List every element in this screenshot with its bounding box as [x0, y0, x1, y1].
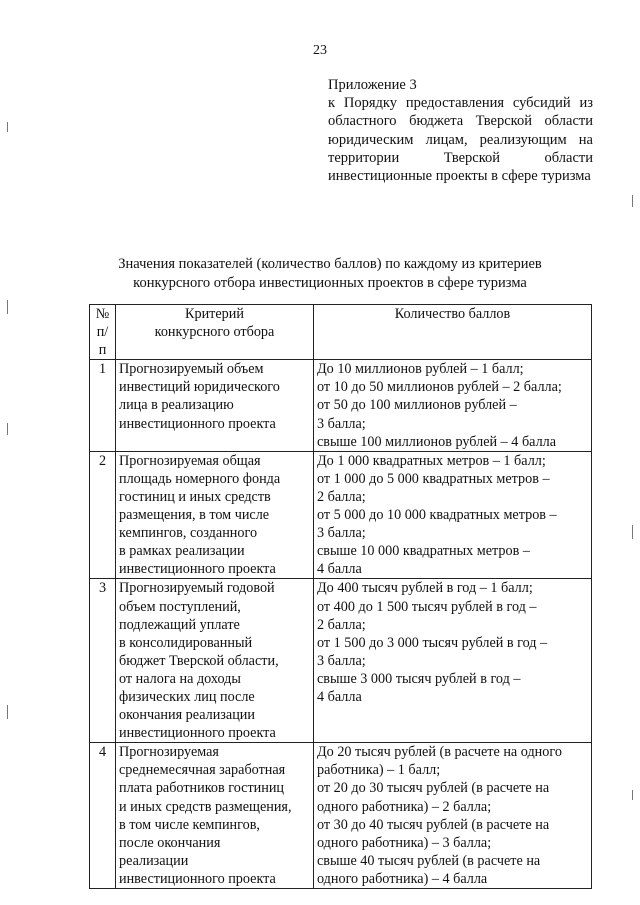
scan-margin-mark: [7, 423, 8, 435]
appendix-body: к Порядку предоставления субсидий из областного бюджета Тверской области юридическим лицам, реализующим на территории Тверской области инвестиционные проекты в сфере туризма: [328, 95, 593, 185]
header-num: [90, 305, 116, 360]
header-score: Количество баллов: [314, 305, 592, 360]
score-line: До 400 тысяч рублей в год – 1 балл;: [317, 580, 533, 597]
criterion-line: гостиниц и иных средств: [119, 488, 271, 505]
score-cell: [314, 360, 592, 451]
criterion-line: инвестиционного проекта: [119, 725, 276, 742]
score-line: свыше 3 000 тысяч рублей в год –: [317, 670, 521, 687]
row-number: 3: [90, 579, 116, 743]
score-cell: [314, 579, 592, 743]
score-line: от 5 000 до 10 000 квадратных метров –: [317, 507, 557, 524]
criterion-line: инвестиционного проекта: [119, 415, 276, 432]
score-line: До 10 миллионов рублей – 1 балл;: [317, 361, 524, 378]
score-cell: [314, 743, 592, 889]
table-row: [90, 579, 592, 743]
criterion-cell: [116, 360, 314, 451]
score-line: До 1 000 квадратных метров – 1 балл;: [317, 452, 546, 469]
score-line: 2 балла;: [317, 488, 366, 505]
score-line: 3 балла;: [317, 415, 366, 432]
criterion-cell: [116, 743, 314, 889]
criterion-line: бюджет Тверской области,: [119, 652, 279, 669]
criterion-cell: [116, 579, 314, 743]
scan-margin-mark: [7, 122, 8, 132]
table-row: [90, 360, 592, 451]
appendix-title: Приложение 3: [328, 77, 417, 93]
criterion-cell: [116, 451, 314, 579]
score-line: одного работника) – 3 балла;: [317, 834, 492, 851]
row-number: 2: [90, 451, 116, 579]
header-num-line: п/п: [96, 324, 109, 359]
criterion-line: инвестиционного проекта: [119, 870, 276, 887]
criterion-line: среднемесячная заработная: [119, 762, 286, 779]
criterion-line: в том числе кемпингов,: [119, 816, 260, 833]
score-line: от 1 500 до 3 000 тысяч рублей в год –: [317, 634, 548, 651]
criterion-line: объем поступлений,: [119, 598, 241, 615]
table-row: [90, 743, 592, 889]
criterion-line: в рамках реализации: [119, 543, 245, 560]
criterion-line: физических лиц после: [119, 688, 255, 705]
score-line: 3 балла;: [317, 525, 366, 542]
score-line: До 20 тысяч рублей (в расчете на одного: [317, 744, 562, 761]
document-title: [95, 255, 565, 293]
criterion-line: лица в реализацию: [119, 397, 234, 414]
row-number: 4: [90, 743, 116, 889]
scan-margin-mark: [632, 525, 633, 539]
header-criterion-line: Критерий: [185, 306, 244, 322]
score-line: 2 балла;: [317, 616, 366, 633]
criterion-line: реализации: [119, 852, 189, 869]
criterion-line: подлежащий уплате: [119, 616, 240, 633]
score-line: от 20 до 30 тысяч рублей (в расчете на: [317, 780, 550, 797]
criterion-line: от налога на доходы: [119, 670, 241, 687]
scan-margin-mark: [7, 705, 8, 719]
table-row: [90, 451, 592, 579]
criterion-line: Прогнозируемая общая: [119, 452, 261, 469]
score-line: свыше 100 миллионов рублей – 4 балла: [317, 433, 557, 450]
scan-margin-mark: [7, 300, 8, 314]
criterion-line: плата работников гостиниц: [119, 780, 285, 797]
score-line: свыше 10 000 квадратных метров –: [317, 543, 530, 560]
page-number: 23: [313, 43, 327, 58]
criteria-table: [89, 304, 592, 889]
header-criterion: [116, 305, 314, 360]
score-line: одного работника) – 2 балла;: [317, 798, 492, 815]
score-line: одного работника) – 4 балла: [317, 870, 488, 887]
criterion-line: окончания реализации: [119, 707, 255, 724]
header-num-line: №: [95, 306, 110, 322]
score-line: 4 балла: [317, 561, 362, 578]
document-title-line: Значения показателей (количество баллов) по каждому из критериев: [118, 256, 542, 272]
criterion-line: размещения, в том числе: [119, 507, 270, 524]
criterion-line: после окончания: [119, 834, 221, 851]
score-cell: [314, 451, 592, 579]
row-number: 1: [90, 360, 116, 451]
score-line: от 400 до 1 500 тысяч рублей в год –: [317, 598, 537, 615]
score-line: 4 балла: [317, 688, 362, 705]
scan-margin-mark: [632, 195, 633, 207]
criterion-line: инвестиционного проекта: [119, 561, 276, 578]
score-line: 3 балла;: [317, 652, 366, 669]
criterion-line: инвестиций юридического: [119, 379, 280, 396]
header-criterion-line: конкурсного отбора: [154, 324, 275, 341]
criterion-line: Прогнозируемый годовой: [119, 580, 275, 597]
score-line: свыше 40 тысяч рублей (в расчете на: [317, 852, 541, 869]
criterion-line: кемпингов, созданного: [119, 525, 258, 542]
score-line: от 50 до 100 миллионов рублей –: [317, 397, 517, 414]
appendix-note: [328, 76, 593, 185]
criterion-line: Прогнозируемый объем: [119, 361, 264, 378]
criterion-line: и иных средств размещения,: [119, 798, 292, 815]
document-title-line: конкурсного отбора инвестиционных проектов в сфере туризма: [133, 275, 527, 291]
score-line: от 10 до 50 миллионов рублей – 2 балла;: [317, 379, 562, 396]
score-line: от 30 до 40 тысяч рублей (в расчете на: [317, 816, 550, 833]
score-line: от 1 000 до 5 000 квадратных метров –: [317, 470, 550, 487]
criterion-line: Прогнозируемая: [119, 744, 219, 761]
criterion-line: площадь номерного фонда: [119, 470, 281, 487]
score-line: работника) – 1 балл;: [317, 762, 441, 779]
table-header-row: [90, 305, 592, 360]
criterion-line: в консолидированный: [119, 634, 253, 651]
scan-margin-mark: [632, 790, 633, 800]
